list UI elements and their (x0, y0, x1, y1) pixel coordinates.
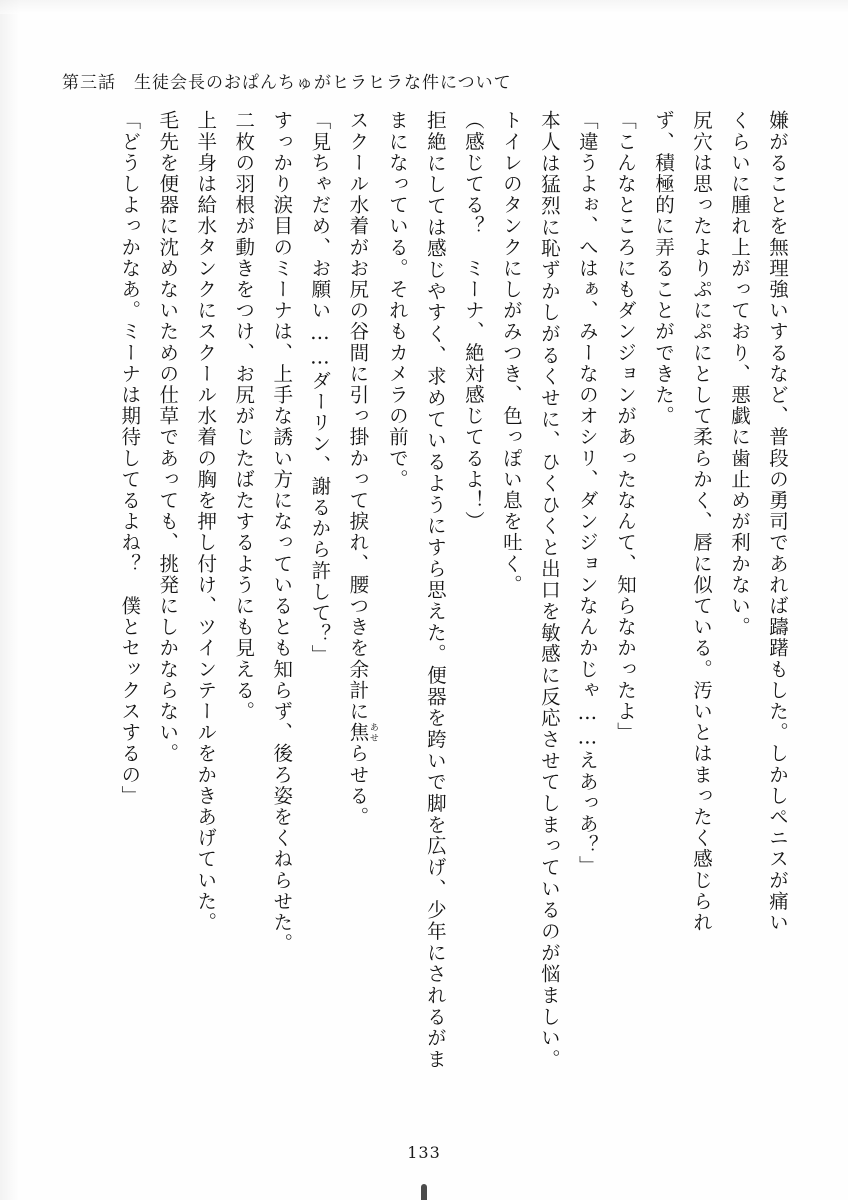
paragraph: 上半身は給水タンクにスクール水着の胸を押し付け、ツインテールをかきあげていた。 (194, 110, 218, 933)
paragraph-ruby: スクール水着がお尻の谷間に引っ掛かって捩れ、腰つきを余計に焦あせらせる。 (346, 110, 378, 828)
body-text (58, 110, 796, 1070)
page-number: 133 (407, 1143, 441, 1162)
paragraph: （感じてる？ ミーナ、絶対感じてるよ！） (461, 110, 485, 532)
page-edge-shadow-top (0, 0, 848, 14)
paragraph: 二枚の羽根が動きをつけ、お尻がじたばたするようにも見える。 (232, 110, 256, 722)
paragraph-ruby-part-a: 拒絶にしては感じやすく、求めているようにすら思えた。便器を跨いで脚を広げ、少年にされるがままになっている。それもカメラの前で。 (385, 110, 447, 1070)
paragraph: 「どうしよっかなあ。ミーナは期待してるよね？ 僕とセックスするの」 (118, 110, 142, 807)
paragraph: 嫌がることを無理強いするなど、普段の勇司であれば躊躇もした。しかしペニスが痛い (766, 110, 789, 933)
chapter-number: 第三話 (62, 73, 116, 93)
paragraph: 「見ちゃだめ、お願い……ダーリン、謝るから許して？」 (308, 110, 332, 666)
paragraph-with-ruby (378, 110, 454, 1070)
paragraph: 尻穴は思ったよりぷにぷにとして柔らかく、唇に似ている。汚いとはまったく感じられ (689, 110, 713, 933)
paragraph: ず、積極的に弄ることができた。 (651, 110, 675, 427)
paragraph: 毛先を便器に沈めないための仕草であっても、挑発にしかならない。 (156, 110, 180, 765)
page-edge-shadow-left (0, 0, 20, 1200)
paragraph: 「こんなところにもダンジョンがあったなんて、知らなかったよ」 (613, 110, 637, 743)
print-artifact-mark (421, 1184, 427, 1200)
paragraph: 本人は猛烈に恥ずかしがるくせに、ひくひくと出口を敏感に反応させてしまっているのが悩ましい。トイレのタンクにしがみつき、色っぽい息を吐く。 (499, 110, 561, 1070)
paragraph: くらいに腫れ上がっており、悪戯に歯止めが利かない。 (727, 110, 751, 638)
ruby-reading: あせ (367, 721, 378, 743)
chapter-title: 生徒会長のおぱんちゅがヒラヒラな件について (134, 73, 512, 93)
ruby-aseru: 焦あせ (346, 721, 378, 744)
paragraph: 「違うよぉ、へはぁ、みーなのオシリ、ダンジョンなんかじゃ……えあっあ？」 (575, 110, 599, 877)
running-head (62, 68, 602, 93)
paragraph: すっかり涙目のミーナは、上手な誘い方になっているとも知らず、後ろ姿をくねらせた。 (270, 110, 294, 954)
